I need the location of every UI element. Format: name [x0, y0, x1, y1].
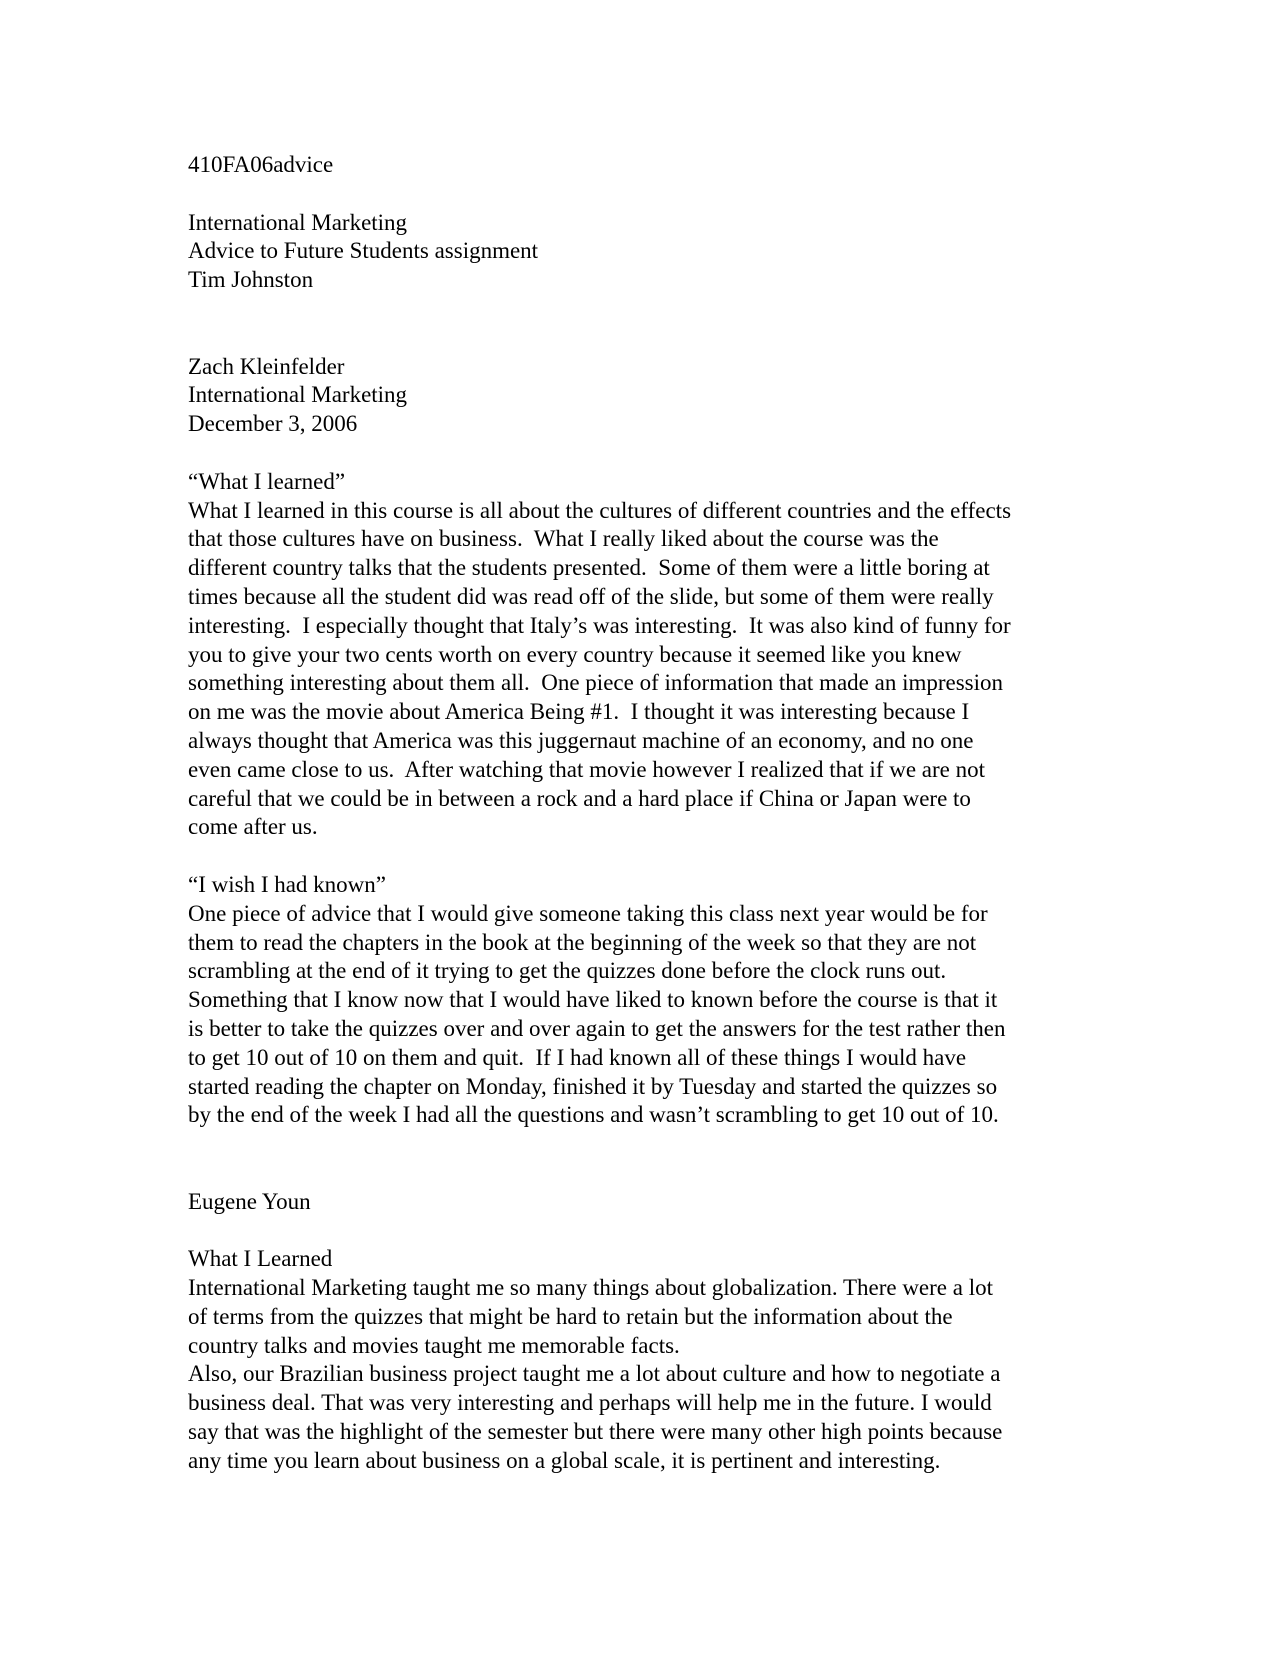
header-instructor: Tim Johnston — [188, 267, 314, 293]
section-heading-learned: What I Learned — [188, 1246, 333, 1272]
paragraph-line: is better to take the quizzes over and over again to get the answers for the test rather then — [188, 1015, 1006, 1041]
document-body — [188, 151, 1098, 1476]
author-name: Zach Kleinfelder — [188, 353, 345, 379]
paragraph-line: to get 10 out of 10 on them and quit. If I had known all of these things I would have — [188, 1044, 967, 1070]
spacer — [188, 295, 1098, 353]
spacer — [188, 842, 1098, 871]
spacer — [188, 439, 1098, 468]
paragraph-line: of terms from the quizzes that might be hard to retain but the information about the — [188, 1303, 953, 1329]
paragraph-line: any time you learn about business on a global scale, it is pertinent and interesting. — [188, 1447, 941, 1473]
paragraph-line: even came close to us. After watching that movie however I realized that if we are not — [188, 756, 986, 782]
paragraph-line: come after us. — [188, 814, 318, 840]
paragraph-line: something interesting about them all. One piece of information that made an impression — [188, 670, 1004, 696]
section-heading-wish: “I wish I had known” — [188, 871, 387, 897]
paragraph-line: them to read the chapters in the book at the beginning of the week so that they are not — [188, 929, 977, 955]
paragraph-line: country talks and movies taught me memorable facts. — [188, 1332, 680, 1358]
paragraph-line: started reading the chapter on Monday, finished it by Tuesday and started the quizzes so — [188, 1073, 998, 1099]
paragraph-line: International Marketing taught me so many things about globalization. There were a lot — [188, 1275, 993, 1301]
paragraph-line: always thought that America was this juggernaut machine of an economy, and no one — [188, 727, 974, 753]
spacer — [188, 180, 1098, 209]
paragraph-line: Something that I know now that I would have liked to known before the course is that it — [188, 987, 998, 1013]
paragraph-line: different country talks that the students presented. Some of them were a little boring at — [188, 555, 990, 581]
paragraph-line: times because all the student did was read off of the slide, but some of them were really — [188, 583, 994, 609]
author-name: Eugene Youn — [188, 1188, 311, 1214]
paragraph-line: you to give your two cents worth on every country because it seemed like you knew — [188, 641, 962, 667]
spacer — [188, 1216, 1098, 1245]
paragraph-line: that those cultures have on business. What I really liked about the course was the — [188, 526, 939, 552]
paragraph-line: interesting. I especially thought that Italy’s was interesting. It was also kind of funny for — [188, 612, 1011, 638]
section-heading-learned: “What I learned” — [188, 468, 346, 494]
submission-date: December 3, 2006 — [188, 411, 358, 437]
paragraph-line: scrambling at the end of it trying to get the quizzes done before the clock runs out. — [188, 958, 947, 984]
paragraph-line: on me was the movie about America Being #1. I thought it was interesting because I — [188, 699, 970, 725]
paragraph-line: business deal. That was very interesting and perhaps will help me in the future. I would — [188, 1390, 992, 1416]
paragraph-line: Also, our Brazilian business project taught me a lot about culture and how to negotiate a — [188, 1361, 1001, 1387]
author-course: International Marketing — [188, 382, 408, 408]
paragraph-line: One piece of advice that I would give someone taking this class next year would be for — [188, 900, 988, 926]
paragraph-line: say that was the highlight of the semester but there were many other high points because — [188, 1419, 1003, 1445]
header-course: International Marketing — [188, 209, 408, 235]
header-assignment: Advice to Future Students assignment — [188, 238, 539, 264]
paragraph-line: careful that we could be in between a rock and a hard place if China or Japan were to — [188, 785, 971, 811]
spacer — [188, 1130, 1098, 1188]
document-id: 410FA06advice — [188, 152, 334, 177]
paragraph-line: What I learned in this course is all about the cultures of different countries and the effects — [188, 497, 1012, 523]
paragraph-line: by the end of the week I had all the questions and wasn’t scrambling to get 10 out of 10. — [188, 1102, 999, 1128]
